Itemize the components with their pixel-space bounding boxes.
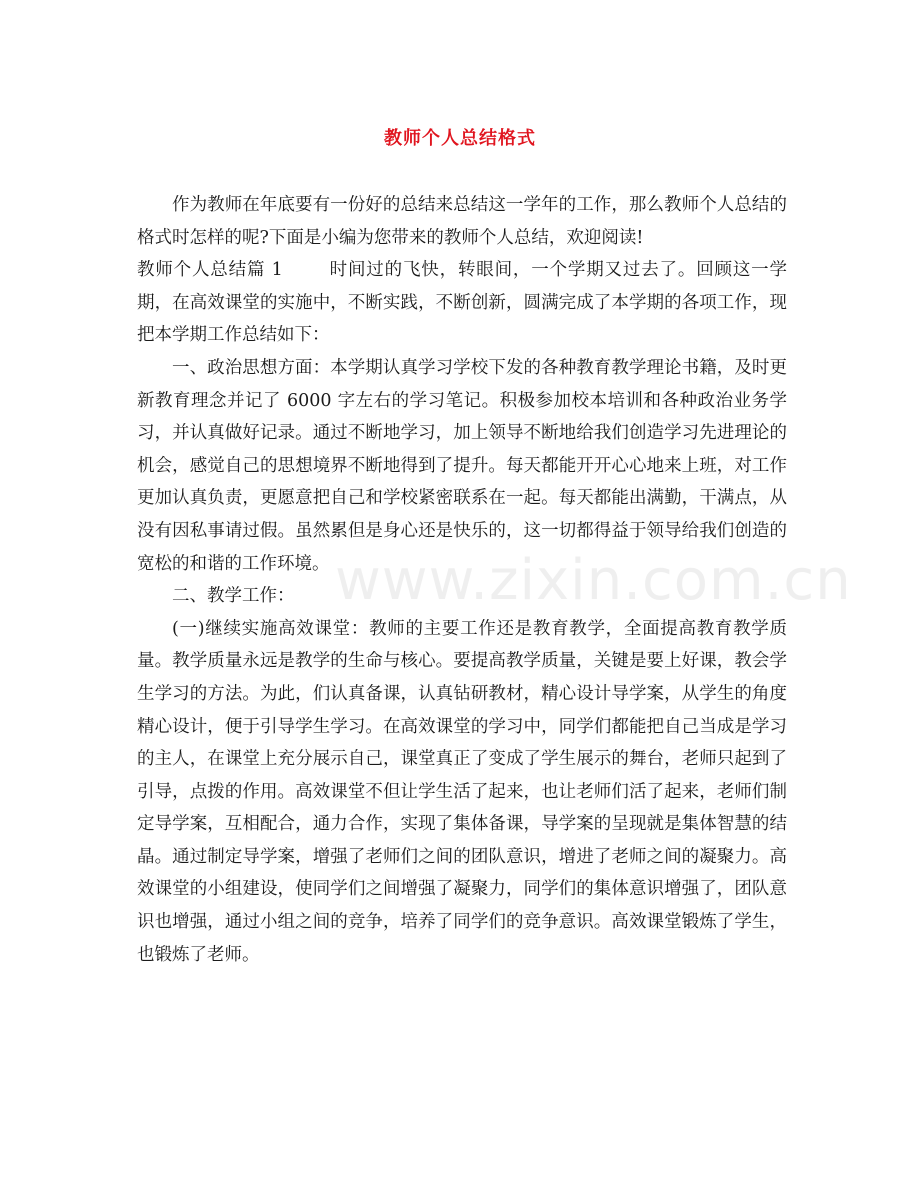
politics-paragraph: 一、政治思想方面：本学期认真学习学校下发的各种教育教学理论书籍，及时更新教育理念并记了 6000 字左右的学习笔记。积极参加校本培训和各种政治业务学习，并认真做好记录。通过不断地学习，加上领导不断地给我们创造学习先进理论的机会，感觉自己的思想境界不断地得到了提升。每天都能开开心心地来上班，对工作更加认真负责，更愿意把自己和学校紧密联系在一起。每天都能出满勤，干满点，从没有因私事请过假。虽然累但是身心还是快乐的，这一切都得益于领导给我们创造的宽松的和谐的工作环境。 [137,357,787,574]
section-heading: 教师个人总结篇 1 [137,260,283,281]
document-title: 教师个人总结格式 [384,128,536,149]
teaching-paragraph: (一)继续实施高效课堂：教师的主要工作还是教育教学，全面提高教育教学质量。教学质量永远是教学的生命与核心。要提高教学质量，关键是要上好课，教会学生学习的方法。为此，们认真备课，认真钻研教材，精心设计导学案，从学生的角度精心设计，便于引导学生学习。在高效课堂的学习中，同学们都能把自己当成是学习的主人，在课堂上充分展示自己，课堂真正了变成了学生展示的舞台，老师只起到了引导，点拨的作用。高效课堂不但让学生活了起来，也让老师们活了起来，老师们制定导学案，互相配合，通力合作，实现了集体备课，导学案的呈现就是集体智慧的结晶。通过制定导学案，增强了老师们之间的团队意识，增进了老师之间的凝聚力。高效课堂的小组建设，使同学们之间增强了凝聚力，同学们的集体意识增强了，团队意识也增强，通过小组之间的竞争，培养了同学们的竞争意识。高效课堂锻炼了学生，也锻炼了老师。 [137,618,787,965]
watermark: www.zixin.com.cn [335,548,852,613]
document-body [137,189,787,971]
teaching-heading: 二、教学工作： [172,586,295,607]
section-paragraph [137,254,787,352]
section-text: 时间过的飞快，转眼间，一个学期又过去了。回顾这一学期，在高效课堂的实施中，不断实践，不断创新，圆满完成了本学期的各项工作，现把本学期工作总结如下： [137,260,788,346]
intro-paragraph: 作为教师在年底要有一份好的总结来总结这一学年的工作，那么教师个人总结的格式时怎样的呢?下面是小编为您带来的教师个人总结，欢迎阅读! [137,195,787,248]
